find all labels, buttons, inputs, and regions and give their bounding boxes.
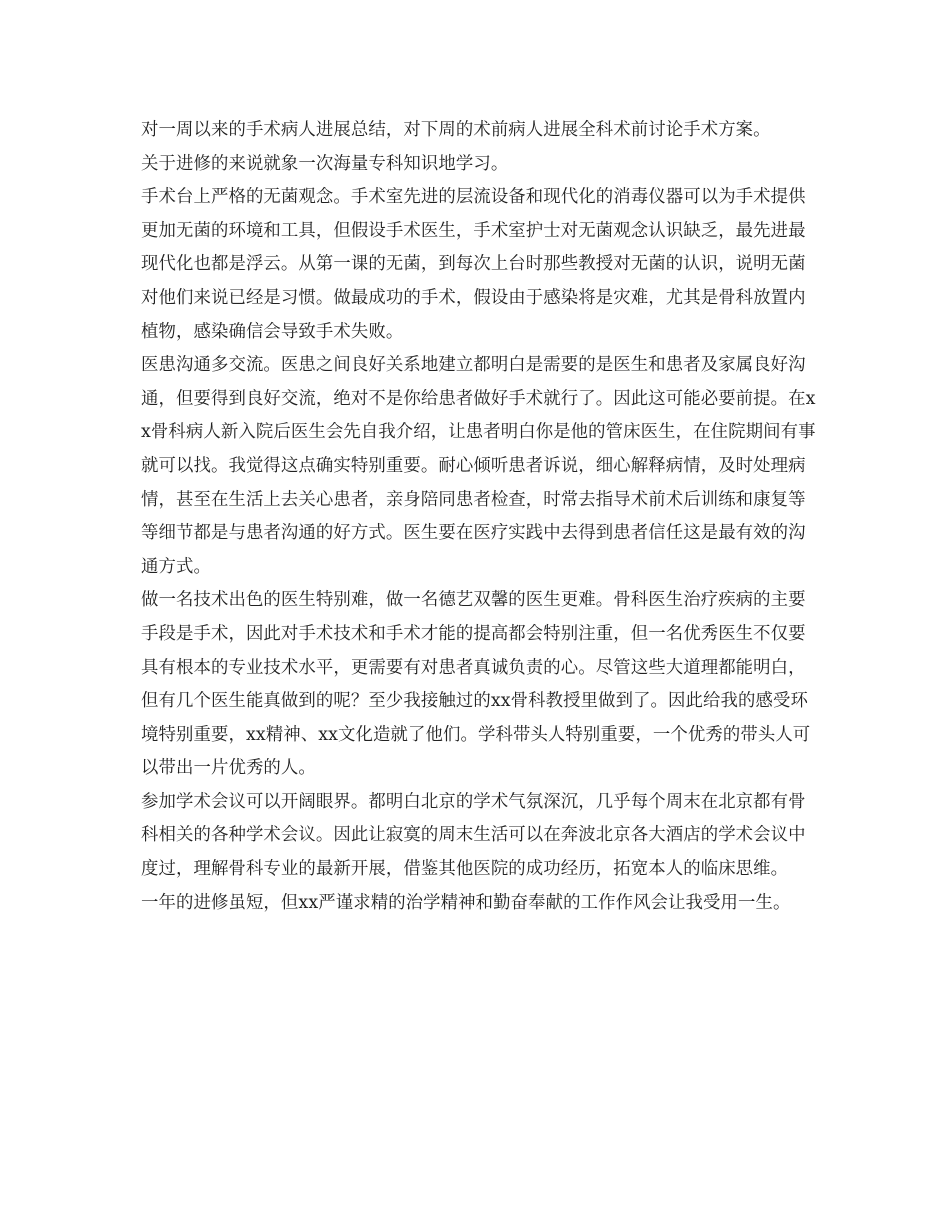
paragraph-doctor-patient-communication: 医患沟通多交流。医患之间良好关系地建立都明白是需要的是医生和患者及家属良好沟通，但要得到良好交流，绝对不是你给患者做好手术就行了。因此这可能必要前提。在xx骨科病人新入院后医生会先自我介绍，让患者明白你是他的管床医生，在住院期间有事就可以找。我觉得这点确实特别重要。耐心倾听患者诉说，细心解释病情，及时处理病情，甚至在生活上去关心患者，亲身陪同患者检查，时常去指导术前术后训练和康复等等细节都是与患者沟通的好方式。医生要在医疗实践中去得到患者信任这是最有效的沟通方式。 bbox=[141, 355, 816, 577]
paragraph-academic-conferences: 参加学术会议可以开阔眼界。都明白北京的学术气氛深沉，几乎每个周末在北京都有骨科相关的各种学术会议。因此让寂寞的周末生活可以在奔波北京各大酒店的学术会议中度过，理解骨科专业的最新开展，借鉴其他医院的成功经历，拓宽本人的临床思维。 bbox=[141, 791, 806, 880]
paragraph-aseptic-concept: 手术台上严格的无菌观念。手术室先进的层流设备和现代化的消毒仪器可以为手术提供更加无菌的环境和工具，但假设手术医生，手术室护士对无菌观念认识缺乏，最先进最现代化也都是浮云。从第一课的无菌，到每次上台时那些教授对无菌的认识，说明无菌对他们来说已经是习惯。做最成功的手术，假设由于感染将是灾难，尤其是骨科放置内植物，感染确信会导致手术失败。 bbox=[141, 187, 806, 342]
paragraph-learning-opportunity: 关于进修的来说就象一次海量专科知识地学习。 bbox=[141, 153, 509, 174]
paragraph-medical-ethics: 做一名技术出色的医生特别难，做一名德艺双馨的医生更难。骨科医生治疗疾病的主要手段是手术，因此对手术技术和手术才能的提高都会特别注重，但一名优秀医生不仅要具有根本的专业技术水平，更需要有对患者真诚负责的心。尽管这些大道理都能明白，但有几个医生能真做到的呢？至少我接触过的xx骨科教授里做到了。因此给我的感受环境特别重要，xx精神、xx文化造就了他们。学科带头人特别重要，一个优秀的带头人可以带出一片优秀的人。 bbox=[141, 590, 811, 779]
paragraph-closing-thoughts: 一年的进修虽短，但xx严谨求精的治学精神和勤奋奉献的工作作风会让我受用一生。 bbox=[141, 892, 791, 913]
document-body bbox=[141, 114, 821, 920]
paragraph-weekly-summary: 对一周以来的手术病人进展总结，对下周的术前病人进展全科术前讨论手术方案。 bbox=[141, 120, 771, 140]
